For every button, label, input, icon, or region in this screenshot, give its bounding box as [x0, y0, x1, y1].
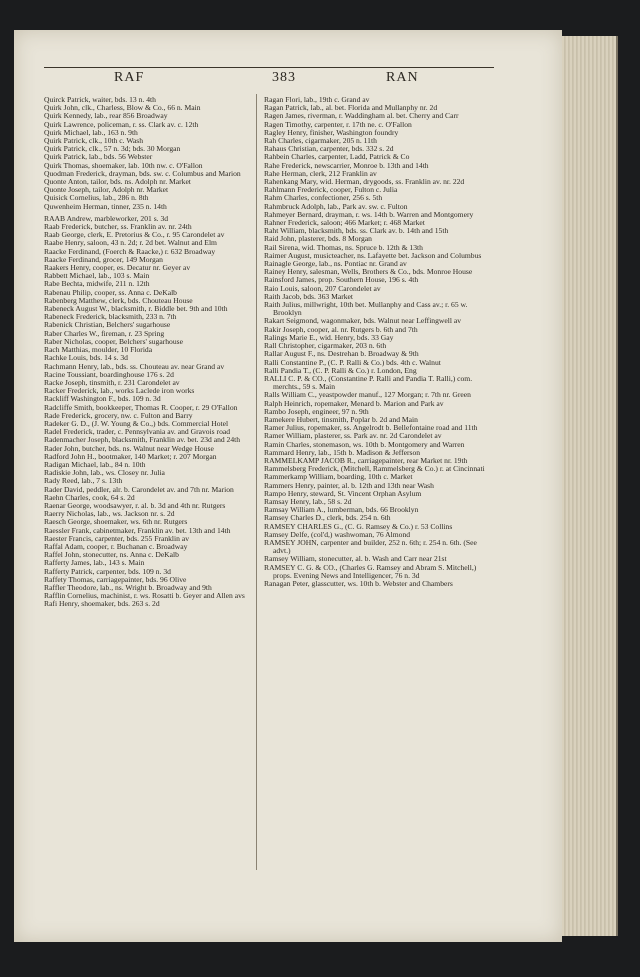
directory-entry: Racine Toussiant, boardinghouse 176 s. 2d: [44, 369, 174, 379]
directory-entry: Ragan Patrick, lab., al. bet. Florida and Mullanphy nr. 2d: [264, 103, 438, 113]
directory-entry: Quisick Cornelius, lab., 286 n. 8th: [44, 193, 149, 203]
directory-entry: Radcliffe Smith, bookkeeper, Thomas R. Cooper, r. 29 O'Fallon: [44, 402, 238, 412]
directory-entry: Rahmeyer Bernard, drayman, r. ws. 14th b. Warren and Montgomery: [264, 209, 474, 219]
directory-entry: Raacke Ferdinand, grocer, 149 Morgan: [44, 254, 163, 264]
directory-entry: Radigan Michael, lab., 84 n. 10th: [44, 459, 146, 469]
directory-entry: Rabenick Christian, Belchers' sugarhouse: [44, 320, 171, 330]
directory-entry: Rafi Henry, shoemaker, bds. 263 s. 2d: [44, 599, 160, 609]
directory-entry: Rammers Henry, painter, al. b. 12th and 13th near Wash: [264, 480, 434, 490]
directory-entry: Radiskie John, lab., ws. Closey nr. Julia: [44, 468, 165, 478]
directory-entry: Racker Frederick, lab., works Laclede iron works: [44, 386, 195, 396]
directory-entry: Rader John, butcher, bds. ns. Walnut near Wedge House: [44, 443, 214, 453]
directory-entry: Raith Julius, millwright, 10th bet. Mullanphy and Cass av.; r. 65 w. Brooklyn: [264, 300, 468, 318]
directory-entry: Raht William, blacksmith, bds. ss. Clark av. b. 14th and 15th: [264, 226, 449, 236]
directory-entry: Rabenau Philip, cooper, ss. Anna c. DeKalb: [44, 287, 177, 297]
directory-entry: Rach Matthias, moulder, 10 Florida: [44, 345, 153, 355]
directory-entry: Ralli Constantine P., (C. P. Ralli & Co.) bds. 4th c. Walnut: [264, 357, 441, 367]
directory-entry: Raerry Nicholas, lab., ws. Jackson nr. s. 2d: [44, 509, 175, 519]
directory-entry: Raimer August, musicteacher, ns. Lafayette bet. Jackson and Columbus: [264, 250, 482, 260]
column-divider: [256, 94, 257, 870]
directory-entry: Raabe Henry, saloon, 43 n. 2d; r. 2d bet. Walnut and Elm: [44, 238, 217, 248]
header-left-guide: RAF: [114, 70, 145, 85]
directory-entry: Rall Christopher, cigarmaker, 203 n. 6th: [264, 341, 387, 351]
directory-entry: Rah Charles, cigarmaker, 205 n. 11th: [264, 136, 377, 146]
directory-entry: Rade Frederick, grocery, nw. c. Fulton and Barry: [44, 410, 193, 420]
directory-entry: Rammelsberg Frederick, (Mitchell, Rammelsberg & Co.) r. at Cincinnati: [264, 464, 485, 474]
directory-entry: Radel Frederick, trader, c. Pennsylvania av. and Gravois road: [44, 427, 231, 437]
directory-entry: Rahe Herman, clerk, 212 Franklin av: [264, 168, 377, 178]
directory-entry: Rahaus Christian, carpenter, bds. 332 s. 2d: [264, 144, 394, 154]
directory-entry: Raesch George, shoemaker, ws. 6th nr. Rutgers: [44, 517, 188, 527]
directory-entry: Rabbett Michael, lab., 103 s. Main: [44, 271, 150, 281]
directory-entry: Ramsey Delfe, (col'd,) washwoman, 76 Almond: [264, 529, 411, 539]
directory-entry: RALLI C. P. & CO., (Constantine P. Ralli and Pandia T. Ralli,) com. merchts., 59 s. Main: [264, 373, 473, 392]
directory-entry: Rammerkamp William, boarding, 10th c. Market: [264, 472, 413, 482]
directory-entry: Ramin Charles, stonemason, ws. 10th b. Montgomery and Warren: [264, 439, 465, 449]
directory-entry: Ramsay William A., lumberman, bds. 66 Brooklyn: [264, 505, 419, 515]
directory-entry: Ragley Henry, finisher, Washington foundry: [264, 127, 399, 137]
page-number: 383: [272, 70, 296, 85]
directory-entry: Rampo Henry, steward, St. Vincent Orphan Asylum: [264, 488, 422, 498]
directory-entry: Radenmacher Joseph, blacksmith, Franklin av. bet. 23d and 24th: [44, 435, 241, 445]
directory-entry: Rahner Frederick, saloon; 466 Market; r. 468 Market: [264, 218, 425, 228]
directory-entry: Ramsey William, stonecutter, al. b. Wash and Carr near 21st: [264, 554, 447, 564]
directory-entry: Racke Joseph, tinsmith, r. 231 Carondelet av: [44, 377, 180, 387]
directory-entry: Quonte Anton, tailor, bds. ns. Adolph nr. Market: [44, 177, 191, 187]
directory-entry: Rainsford James, prop. Southern House, 196 s. 4th: [264, 275, 419, 285]
page-edges: [558, 36, 618, 936]
running-header: [14, 70, 562, 92]
directory-entry: Raid John, plasterer, bds. 8 Morgan: [264, 234, 372, 244]
directory-entry: Ralli Pandia T., (C. P. Ralli & Co.) r. London, Eng: [264, 365, 417, 375]
directory-entry: Radford John H., bootmaker, 140 Market; r. 207 Morgan: [44, 451, 217, 461]
directory-entry: Raber Charles W., fireman, r. 23 Spring: [44, 328, 165, 338]
directory-entry: Raffal Adam, cooper, r. Buchanan c. Broadway: [44, 541, 188, 551]
directory-entry: Rabeneck August W., blacksmith, r. Biddle bet. 9th and 10th: [44, 304, 228, 314]
directory-entry: Ranagan Peter, glasscutter, ws. 10th b. Webster and Chambers: [264, 578, 453, 588]
directory-entry: Rakir Joseph, cooper, al. nr. Rutgers b. 6th and 7th: [264, 324, 418, 334]
directory-entry: Quirk Patrick, clk., 10th c. Wash: [44, 136, 144, 146]
directory-entry: Quirk Michael, lab., 163 n. 9th: [44, 127, 138, 137]
directory-entry: Rabeneck Frederick, blacksmith, 233 n. 7th: [44, 312, 177, 322]
directory-entry: Raessler Frank, cabinetmaker, Franklin av. bet. 13th and 14th: [44, 525, 231, 535]
directory-entry: Rammard Henry, lab., 15th b. Madison & Jefferson: [264, 447, 421, 457]
header-right-guide: RAN: [386, 70, 419, 85]
directory-entry: Ramer William, plasterer, ss. Park av. nr. 2d Carondelet av: [264, 431, 442, 441]
directory-entry: Rail Sirena, wid. Thomas, ns. Spruce b. 12th & 13th: [264, 242, 423, 252]
directory-entry: Ralph Heinrich, ropemaker, Menard b. Marion and Park av: [264, 398, 444, 408]
directory-entry: Quirk Thomas, shoemaker, lab. 10th nw. c. O'Fallon: [44, 160, 203, 170]
directory-entry: Raehn Charles, cook, 64 s. 2d: [44, 492, 135, 502]
directory-entry: RAMMELKAMP JACOB R., carriagepainter, rear Market nr. 19th: [264, 455, 468, 465]
directory-entry: Rackliff Washington F., bds. 109 n. 3d: [44, 394, 161, 404]
directory-entry: Raffel John, stonecutter, ns. Anna c. DeKalb: [44, 550, 179, 560]
directory-entry: Rachmann Henry, lab., bds. ss. Chouteau av. near Grand av: [44, 361, 225, 371]
directory-entry: Rady Reed, lab., 7 s. 13th: [44, 476, 123, 486]
directory-entry: Raester Francis, carpenter, bds. 255 Franklin av: [44, 533, 189, 543]
directory-entry: Rafferty Patrick, carpenter, bds. 109 n. 3d: [44, 566, 171, 576]
header-rule: [44, 67, 494, 68]
directory-entry: Quirk John, clk., Charless, Blow & Co., 66 n. Main: [44, 103, 201, 113]
directory-entry: Ramsey Charles D., clerk, bds. 254 n. 6th: [264, 513, 391, 523]
directory-entry: Quirk Lawrence, policeman, r. ss. Clark av. c. 12th: [44, 119, 199, 129]
directory-entry: Quodman Frederick, drayman, bds. sw. c. Columbus and Marion: [44, 168, 241, 178]
directory-entry: Rahlmann Frederick, cooper, Fulton c. Julia: [264, 185, 398, 195]
directory-entry: Raio Louis, saloon, 207 Carondelet av: [264, 283, 381, 293]
directory-entry: Quirck Patrick, waiter, bds. 13 n. 4th: [44, 95, 156, 104]
directory-entry: Ramer Julius, ropemaker, ss. Angelrodt b. Bellefontaine road and 11th: [264, 423, 478, 433]
directory-entry: Quonte Joseph, tailor, Adolph nr. Market: [44, 185, 169, 195]
directory-entry: Ragen James, riverman, r. Waddingham al. bet. Cherry and Carr: [264, 111, 459, 121]
directory-entry: Rahm Charles, confectioner, 256 s. 5th: [264, 193, 383, 203]
directory-entry: Ralings Marie E., wid. Henry, bds. 33 Gay: [264, 332, 394, 342]
directory-entry: Ramsay Henry, lab., 58 s. 2d: [264, 496, 352, 506]
directory-entry: Raab George, clerk, E. Pretorius & Co., r. 95 Carondelet av: [44, 230, 225, 240]
directory-entry: Raakers Henry, cooper, es. Decatur nr. Geyer av: [44, 263, 191, 273]
directory-entry: RAAB Andrew, marbleworker, 201 s. 3d: [44, 213, 169, 223]
directory-entry: Ramekere Hubert, tinsmith, Poplar b. 2d and Main: [264, 414, 418, 424]
directory-entry: Rafflin Cornelius, machinist, r. ws. Rosatti b. Geyer and Allen avs: [44, 591, 245, 601]
directory-entry: Quwenheim Herman, tinner, 235 n. 14th: [44, 201, 167, 211]
directory-entry: RAMSEY C. G. & CO., (Charles G. Ramsey and Abram S. Mitchell,) props. Evening News and Intelligencer, 76 n. 3d: [264, 562, 477, 580]
directory-entry: Ralls William C., yeastpowder manuf., 127 Morgan; r. 7th nr. Green: [264, 390, 471, 400]
directory-entry: Rahenkang Mary, wid. Herman, drygoods, ss. Franklin av. nr. 22d: [264, 177, 465, 187]
left-column: [44, 96, 256, 609]
directory-entry: Rallar August F., ns. Destrehan b. Broadway & 9th: [264, 349, 419, 359]
directory-entry: Rafferty James, lab., 143 s. Main: [44, 558, 145, 568]
directory-entry: Rabenberg Matthew, clerk, bds. Chouteau House: [44, 295, 193, 305]
directory-entry: Raffety Thomas, carriagepainter, bds. 96 Olive: [44, 574, 187, 584]
directory-entry: Ragan Flori, lab., 19th c. Grand av: [264, 95, 370, 104]
directory-entry: Raith Jacob, bds. 363 Market: [264, 291, 354, 301]
directory-entry: Radeker G. D., (J. W. Young & Co.,) bds. Commercial Hotel: [44, 418, 229, 428]
directory-entry: Quirk Kennedy, lab., rear 856 Broadway: [44, 111, 168, 121]
directory-entry: Quirk Patrick, lab., bds. 56 Webster: [44, 152, 153, 162]
directory-entry: Rahe Frederick, newscarrier, Monroe b. 13th and 14th: [264, 160, 429, 170]
directory-entry: Rader David, peddler, alr. b. Carondelet av. and 7th nr. Marion: [44, 484, 234, 494]
right-column: [264, 96, 496, 588]
directory-entry: Raenar George, woodsawyer, r. al. b. 3d and 4th nr. Rutgers: [44, 500, 226, 510]
directory-entry: Rambo Joseph, engineer, 97 n. 9th: [264, 406, 369, 416]
directory-entry: Rabe Bechta, midwife, 211 n. 12th: [44, 279, 150, 289]
directory-entry: Rahbein Charles, carpenter, Ladd, Patrick & Co: [264, 152, 410, 162]
directory-entry: Raffler Theodore, lab., ns. Wright b. Broadway and 9th: [44, 582, 212, 592]
directory-entry: Raber Nicholas, cooper, Belchers' sugarhouse: [44, 336, 183, 346]
directory-entry: Ragen Timothy, carpenter, r. 17th ne. c. O'Fallon: [264, 119, 412, 129]
directory-entry: RAMSEY CHARLES G., (C. G. Ramsey & Co.) r. 53 Collins: [264, 521, 453, 531]
directory-entry: Rachke Louis, bds. 14 s. 3d: [44, 353, 128, 363]
directory-entry: RAMSEY JOHN, carpenter and builder, 252 n. 6th; r. 254 n. 6th. (See advt.): [264, 537, 477, 556]
directory-entry: Rakart Seigmond, wagonmaker, bds. Walnut near Leffingwell av: [264, 316, 462, 326]
directory-entry: Rainagle George, lab., ns. Pontiac nr. Grand av: [264, 259, 407, 269]
directory-entry: Raacke Ferdinand, (Foerch & Raacke,) r. 632 Broadway: [44, 246, 216, 256]
directory-entry: Rainey Henry, salesman, Wells, Brothers & Co., bds. Monroe House: [264, 267, 473, 277]
directory-entry: Raab Frederick, butcher, ss. Franklin av. nr. 24th: [44, 222, 192, 232]
directory-entry: Rahmbruck Adolph, lab., Park av. sw. c. Fulton: [264, 201, 408, 211]
directory-entry: Quirk Patrick, clk., 57 n. 3d; bds. 30 Morgan: [44, 144, 181, 154]
